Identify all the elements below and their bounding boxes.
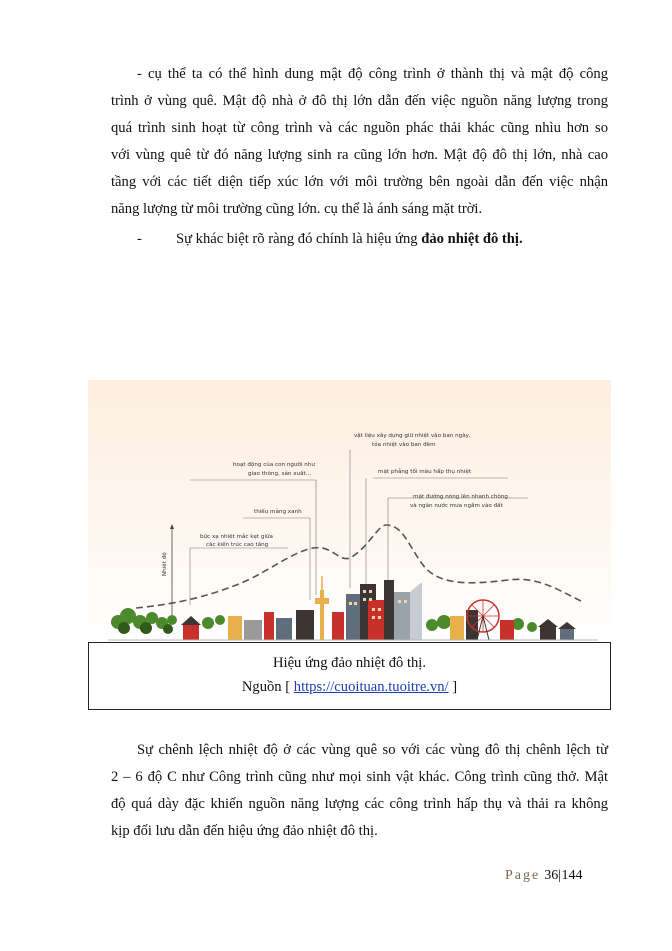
- paragraph-temperature-difference: [111, 737, 608, 845]
- house: [560, 628, 574, 640]
- source-link[interactable]: https://cuoituan.tuoitre.vn/: [293, 679, 449, 695]
- bullet-text: [176, 226, 523, 253]
- annotation-roads-1: mặt đường nóng lên nhanh chóng: [413, 494, 508, 500]
- paragraph-line: kịp đối lưu dẫn đến hiệu ứng đảo nhiệt đô thị.: [111, 823, 378, 839]
- bullet-text-bold: đảo nhiệt đô thị.: [421, 231, 523, 247]
- building: [384, 580, 394, 640]
- annotation-human-activity-1: hoạt động của con người như: [233, 462, 315, 468]
- paragraph-line: tầng với các tiết diện tiếp xúc lớn với môi trường bên ngoài dẫn đến việc nhận: [111, 174, 608, 190]
- y-axis-label: Nhiệt độ: [162, 552, 168, 576]
- building: [394, 592, 410, 640]
- annotation-radiation-1: bức xạ nhiệt mắc kẹt giữa: [200, 534, 273, 540]
- annotation-human-activity-2: giao thông, sản xuất...: [248, 471, 312, 477]
- annotation-roads-2: và ngăn nước mưa ngấm vào đất: [410, 503, 503, 509]
- building: [332, 612, 344, 640]
- annotation-lack-green: thiếu mảng xanh: [254, 509, 302, 515]
- caption-source-prefix: Nguồn [: [241, 679, 294, 695]
- paragraph-line: quá trình sinh hoạt từ công trình và các nguồn phác thải khác cũng nhìu hơn so: [111, 120, 608, 136]
- annotation-dark-surfaces: mặt phẳng tối màu hấp thụ nhiệt: [378, 469, 472, 475]
- building: [296, 610, 314, 640]
- building: [410, 582, 422, 640]
- house: [183, 624, 199, 640]
- page-separator: |: [558, 868, 562, 883]
- building: [346, 594, 360, 640]
- building: [368, 600, 386, 640]
- house: [540, 626, 556, 640]
- paragraph-line: với vùng quê từ đó năng lượng sinh ra cũng lớn hơn. Mật độ đô thị lớn, nhà cao: [111, 147, 608, 163]
- building: [264, 612, 274, 640]
- building: [276, 618, 292, 640]
- building: [500, 620, 514, 640]
- paragraph-line: - cụ thể ta có thể hình dung mật độ công trình ở thành thị và mật độ công: [137, 66, 608, 82]
- caption-source-suffix: ]: [448, 679, 458, 695]
- urban-heat-island-illustration: [88, 380, 611, 642]
- tower-deck: [315, 598, 329, 604]
- paragraph-line: Sự chênh lệch nhiệt độ ở các vùng quê so với các vùng đô thị chênh lệch từ: [137, 742, 608, 758]
- paragraph-line: độ quá dày đặc khiến nguồn năng lượng các công trình hấp thụ và thải ra không: [111, 796, 608, 812]
- bullet-dash: -: [137, 231, 142, 247]
- page-footer: [505, 868, 583, 884]
- building: [450, 616, 464, 640]
- annotation-building-materials-1: vật liệu xây dựng giữ nhiệt vào ban ngày,: [354, 433, 471, 439]
- paragraph-density: [111, 61, 608, 223]
- page-word: Page: [505, 868, 541, 883]
- caption-title: Hiệu ứng đảo nhiệt đô thị.: [272, 655, 426, 671]
- paragraph-line: 2 – 6 độ C như Công trình cũng như mọi sinh vật khác. Công trình cũng thở. Mật: [111, 769, 608, 785]
- illustration-svg: [88, 380, 611, 642]
- paragraph-line: năng lượng từ môi trường cũng lớn. cụ thể là ánh sáng mặt trời.: [111, 201, 483, 217]
- building: [228, 616, 242, 640]
- page-number: 36: [544, 868, 559, 883]
- caption-source: [89, 675, 610, 699]
- tower: [320, 590, 324, 640]
- annotation-radiation-2: các kiến trúc cao tầng: [206, 542, 269, 548]
- page-total: 144: [561, 868, 583, 883]
- building: [244, 620, 262, 640]
- figure-caption: [88, 642, 611, 710]
- paragraph-line: trình ở vùng quê. Mật độ nhà ở đô thị lớn dẫn đến việc nguồn năng lượng trong: [111, 93, 608, 109]
- bullet-text-regular: Sự khác biệt rõ ràng đó chính là hiệu ứng: [176, 231, 422, 247]
- annotation-building-materials-2: tỏa nhiệt vào ban đêm: [372, 442, 436, 448]
